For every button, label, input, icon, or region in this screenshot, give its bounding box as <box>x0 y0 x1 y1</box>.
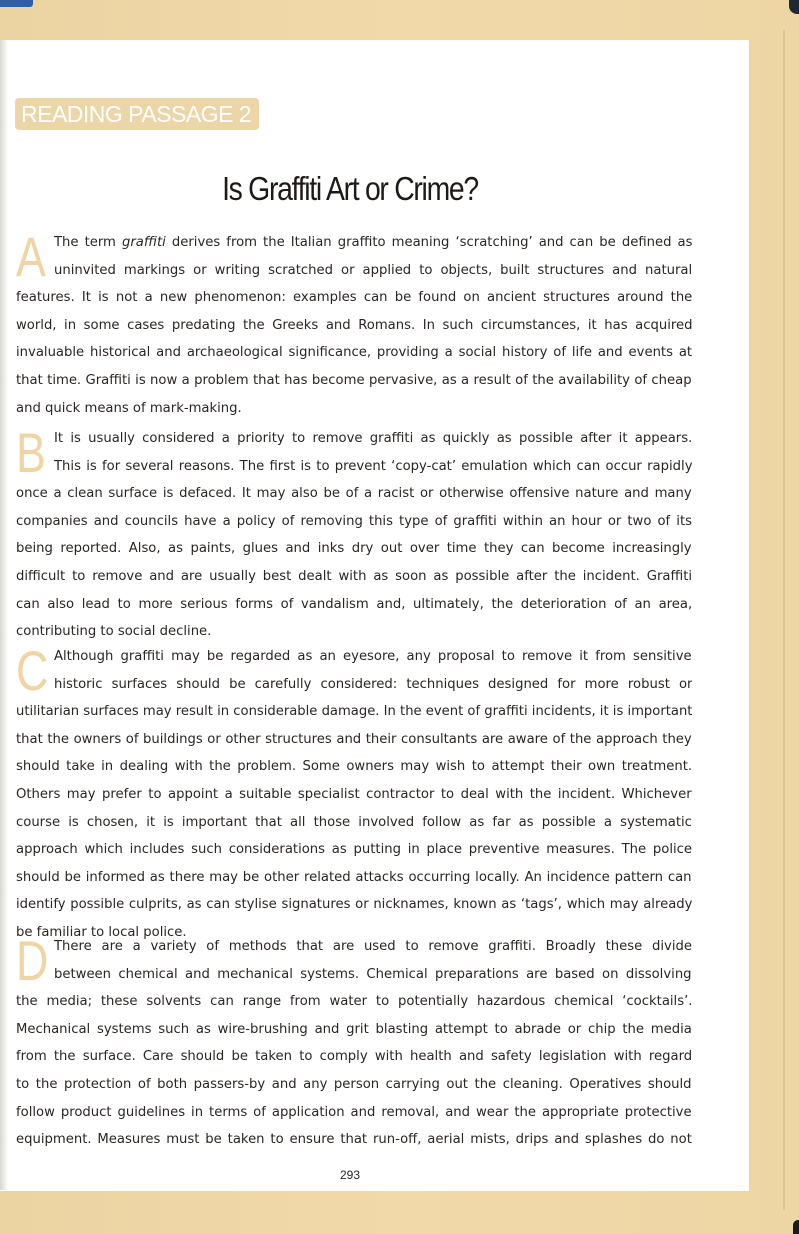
text-line: uninvited markings or writing scratched or applied to objects, built structures and natural <box>54 262 692 278</box>
text-line: features. It is not a new phenomenon: examples can be found on ancient structures around the <box>16 290 692 306</box>
paragraph-b <box>16 421 692 646</box>
text-line: that the owners of buildings or other structures and their consultants are aware of the approach they <box>16 731 692 747</box>
text-line: world, in some cases predating the Greeks and Romans. In such circumstances, it has acquired <box>16 317 692 333</box>
page-number: 293 <box>339 1168 361 1182</box>
text-line: can also lead to more serious forms of vandalism and, ultimately, the deterioration of an area, <box>16 596 692 612</box>
text-line: to the protection of both passers-by and any person carrying out the cleaning. Operatives should <box>16 1076 692 1092</box>
book-cover-corner <box>0 0 33 7</box>
text-run: derives from the Italian graffito meaning ‘scratching’ and can be defined as <box>165 235 692 250</box>
dropcap-letter: B <box>16 421 46 484</box>
dropcap-letter: D <box>16 929 49 992</box>
text-line: It is usually considered a priority to remove graffiti as quickly as possible after it appears. <box>54 431 692 446</box>
text-run: The term <box>54 235 122 250</box>
text-line: once a clean surface is defaced. It may also be of a racist or otherwise offensive nature and many <box>16 486 692 502</box>
text-line: utilitarian surfaces may result in considerable damage. In the event of graffiti incidents, it is important <box>16 704 692 720</box>
section-badge: READING PASSAGE 2 <box>15 98 259 130</box>
italic-term: graffiti <box>121 235 166 250</box>
text-line: Although graffiti may be regarded as an eyesore, any proposal to remove it from sensitive <box>54 649 692 664</box>
text-line: be familiar to local police. <box>16 924 187 940</box>
text-line <box>16 229 692 257</box>
text-line: equipment. Measures must be taken to ensure that run-off, aerial mists, drips and splashes do not <box>16 1132 692 1148</box>
text-line: Others may prefer to appoint a suitable specialist contractor to deal with the incident. Whichever <box>16 786 692 802</box>
text-line: historic surfaces should be carefully considered: techniques designed for more robust or <box>54 676 692 692</box>
text-line: and quick means of mark-making. <box>16 400 242 416</box>
text-line: approach which includes such considerations as putting in place preventive measures. The police <box>16 842 692 858</box>
text-line: that time. Graffiti is now a problem that has become pervasive, as a result of the availability of cheap <box>16 372 692 388</box>
passage-title: Is Graffiti Art or Crime? <box>222 170 478 207</box>
text-line: being reported. Also, as paints, glues and inks dry out over time they can become increasingly <box>16 541 692 557</box>
text-line: difficult to remove and are usually best dealt with as soon as possible after the incident. Graffiti <box>16 568 692 584</box>
text-line: follow product guidelines in terms of application and removal, and wear the appropriate protective <box>16 1104 692 1120</box>
text-line: between chemical and mechanical systems. Chemical preparations are based on dissolving <box>54 966 692 982</box>
paragraph-c <box>16 639 692 947</box>
text-line: companies and councils have a policy of removing this type of graffiti within an hour or two of its <box>16 513 692 529</box>
text-line: This is for several reasons. The first is to prevent ‘copy-cat’ emulation which can occur rapidly <box>54 458 692 474</box>
text-line: course is chosen, it is important that all those involved follow as far as possible a systematic <box>16 814 692 830</box>
text-line: identify possible culprits, as can stylise signatures or nicknames, known as ‘tags’, which may already <box>16 897 692 913</box>
text-line: should take in dealing with the problem. Some owners may wish to attempt their own treatment. <box>16 759 692 775</box>
text-line: invaluable historical and archaeological significance, providing a social history of life and events at <box>16 345 692 361</box>
text-line: from the surface. Care should be taken to comply with health and safety legislation with regard <box>16 1049 692 1065</box>
book-cover-corner-bottom <box>793 1220 799 1234</box>
dropcap-letter: A <box>16 225 46 288</box>
dropcap-letter: C <box>16 639 49 702</box>
text-line: contributing to social decline. <box>16 624 212 640</box>
page-binding-shadow <box>0 40 8 1190</box>
text-line: Mechanical systems such as wire-brushing and grit blasting attempt to abrade or chip the media <box>16 1021 692 1037</box>
text-line: the media; these solvents can range from water to potentially hazardous chemical ‘cocktails’. <box>16 994 692 1010</box>
paragraph-a <box>16 225 692 422</box>
text-line: should be informed as there may be other related attacks occurring locally. An incidence pattern can <box>16 869 692 885</box>
page-edge <box>783 30 785 1210</box>
text-line: There are a variety of methods that are used to remove graffiti. Broadly these divide <box>54 939 692 954</box>
